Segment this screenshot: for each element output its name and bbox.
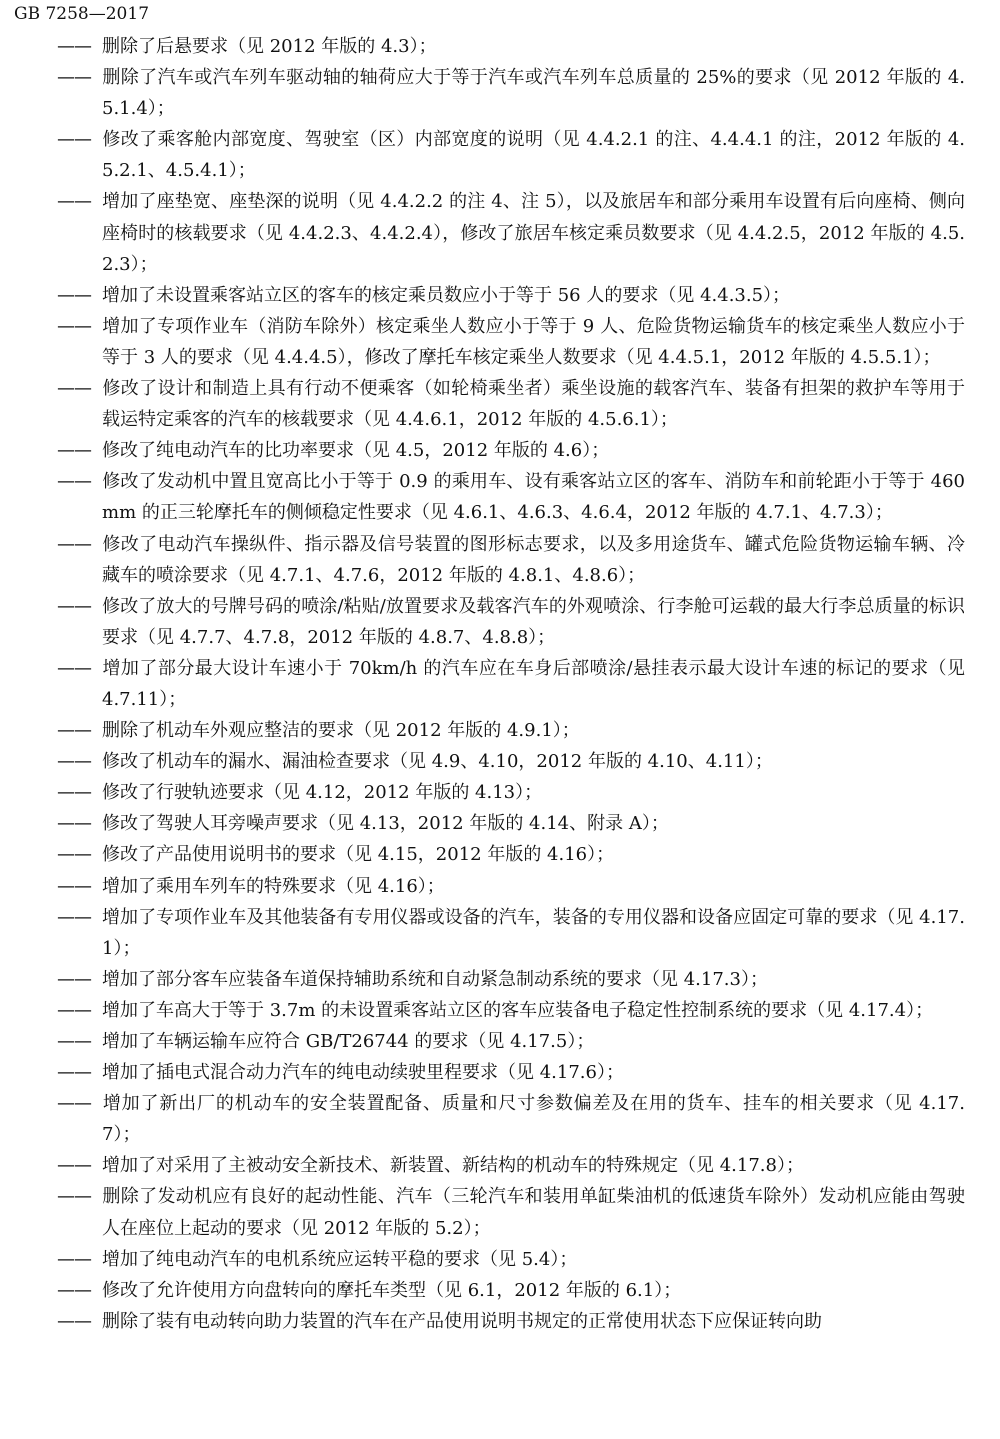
change-item-text: 删除了发动机应有良好的起动性能、汽车（三轮汽车和装用单缸柴油机的低速货车除外）发动机应能由驾驶人在座位上起动的要求（见 2012 年版的 5.2）； (102, 1186, 965, 1239)
em-dash-bullet: —— (57, 378, 91, 400)
change-item-text: 修改了乘客舱内部宽度、驾驶室（区）内部宽度的说明（见 4.4.2.1 的注、4.4.4.1 的注，2012 年版的 4.5.2.1、4.5.4.1）； (102, 129, 965, 182)
em-dash-bullet: —— (57, 1248, 91, 1270)
change-list-item (57, 311, 965, 373)
change-list-item (57, 715, 965, 746)
change-item-text: 增加了插电式混合动力汽车的纯电动续驶里程要求（见 4.17.6）； (102, 1062, 624, 1084)
em-dash-bullet: —— (57, 1155, 91, 1177)
em-dash-bullet: —— (57, 1310, 91, 1332)
change-item-text: 增加了未设置乘客站立区的客车的核定乘员数应小于等于 56 人的要求（见 4.4.3.5）； (102, 284, 791, 306)
em-dash-bullet: —— (57, 595, 91, 617)
change-item-text: 增加了部分客车应装备车道保持辅助系统和自动紧急制动系统的要求（见 4.17.3）； (102, 968, 768, 990)
change-item-text: 修改了放大的号牌号码的喷涂/粘贴/放置要求及载客汽车的外观喷涂、行李舱可运载的最大行李总质量的标识要求（见 4.7.7、4.7.8，2012 年版的 4.8.7、4.8.8）； (102, 595, 965, 648)
change-item-text: 修改了电动汽车操纵件、指示器及信号装置的图形标志要求，以及多用途货车、罐式危险货物运输车辆、冷藏车的喷涂要求（见 4.7.1、4.7.6，2012 年版的 4.8.1、4.8.6）； (102, 533, 965, 586)
change-list-item (57, 466, 965, 528)
change-item-text: 修改了设计和制造上具有行动不便乘客（如轮椅乘坐者）乘坐设施的载客汽车、装备有担架的救护车等用于载运特定乘客的汽车的核载要求（见 4.4.6.1，2012 年版的 4.5.6.1）； (102, 378, 965, 431)
em-dash-bullet: —— (57, 875, 91, 897)
change-item-text: 修改了发动机中置且宽高比小于等于 0.9 的乘用车、设有乘客站立区的客车、消防车和前轮距小于等于 460mm 的正三轮摩托车的侧倾稳定性要求（见 4.6.1、4.6.3、4.6.4，2012 年版的 4.7.1、4.7.3）； (102, 471, 965, 524)
change-item-text: 增加了部分最大设计车速小于 70km/h 的汽车应在车身后部喷涂/悬挂表示最大设计车速的标记的要求（见 4.7.11）； (102, 657, 965, 710)
revision-change-list (57, 31, 965, 1337)
em-dash-bullet: —— (57, 1186, 91, 1208)
em-dash-bullet: —— (57, 533, 91, 555)
change-list-item (57, 62, 965, 124)
change-list-item (57, 1088, 965, 1150)
em-dash-bullet: —— (57, 1062, 91, 1084)
change-list-item (57, 902, 965, 964)
change-item-text: 删除了后悬要求（见 2012 年版的 4.3）； (102, 36, 437, 57)
change-list-item (57, 124, 965, 186)
change-list-item (57, 1026, 965, 1057)
em-dash-bullet: —— (57, 315, 91, 337)
change-item-text: 修改了纯电动汽车的比功率要求（见 4.5，2012 年版的 4.6）； (102, 440, 610, 462)
em-dash-bullet: —— (57, 813, 91, 835)
change-list-item (57, 839, 965, 870)
change-item-text: 修改了允许使用方向盘转向的摩托车类型（见 6.1，2012 年版的 6.1）； (102, 1279, 682, 1301)
change-list-item (57, 280, 965, 311)
em-dash-bullet: —— (57, 782, 91, 804)
em-dash-bullet: —— (57, 751, 91, 773)
em-dash-bullet: —— (57, 36, 91, 57)
change-item-text: 修改了机动车的漏水、漏油检查要求（见 4.9、4.10，2012 年版的 4.10、4.11）； (102, 751, 773, 773)
change-list-item (57, 995, 965, 1026)
change-list-item (57, 1150, 965, 1181)
change-list-item (57, 529, 965, 591)
change-list-item (57, 373, 965, 435)
em-dash-bullet: —— (57, 968, 91, 990)
change-item-text: 增加了乘用车列车的特殊要求（见 4.16）； (102, 875, 445, 897)
em-dash-bullet: —— (57, 999, 91, 1021)
change-item-text: 修改了驾驶人耳旁噪声要求（见 4.13，2012 年版的 4.14、附录 A）； (102, 813, 669, 835)
change-item-text: 增加了车辆运输车应符合 GB/T26744 的要求（见 4.17.5）； (102, 1031, 595, 1052)
em-dash-bullet: —— (57, 1031, 91, 1052)
change-item-text: 增加了新出厂的机动车的安全装置配备、质量和尺寸参数偏差及在用的货车、挂车的相关要求（见 4.17.7）； (102, 1093, 965, 1146)
change-list-item (57, 808, 965, 839)
change-item-text: 增加了专项作业车及其他装备有专用仪器或设备的汽车，装备的专用仪器和设备应固定可靠的要求（见 4.17.1）； (102, 906, 965, 959)
em-dash-bullet: —— (57, 1279, 91, 1301)
standard-number-header: GB 7258—2017 (14, 4, 150, 24)
change-item-text: 删除了机动车外观应整洁的要求（见 2012 年版的 4.9.1）； (102, 720, 580, 742)
em-dash-bullet: —— (57, 471, 91, 493)
change-list-item (57, 1275, 965, 1306)
change-list-item (57, 1244, 965, 1275)
change-item-text: 修改了产品使用说明书的要求（见 4.15，2012 年版的 4.16）； (102, 844, 615, 866)
em-dash-bullet: —— (57, 191, 91, 213)
change-list-item (57, 435, 965, 466)
change-item-text: 增加了车高大于等于 3.7m 的未设置乘客站立区的客车应装备电子稳定性控制系统的要求（见 4.17.4）； (102, 999, 934, 1021)
change-list-item (57, 1306, 965, 1337)
change-list-item (57, 964, 965, 995)
em-dash-bullet: —— (57, 906, 91, 928)
em-dash-bullet: —— (57, 67, 91, 89)
change-item-text: 删除了装有电动转向助力装置的汽车在产品使用说明书规定的正常使用状态下应保证转向助 (102, 1310, 822, 1332)
em-dash-bullet: —— (57, 129, 91, 151)
change-item-text: 增加了对采用了主被动安全新技术、新装置、新结构的机动车的特殊规定（见 4.17.8）； (102, 1155, 804, 1177)
change-item-text: 修改了行驶轨迹要求（见 4.12，2012 年版的 4.13）； (102, 782, 543, 804)
change-list-item (57, 653, 965, 715)
change-list-item (57, 777, 965, 808)
change-list-item (57, 591, 965, 653)
em-dash-bullet: —— (57, 844, 91, 866)
em-dash-bullet: —— (57, 720, 91, 742)
change-list-item (57, 31, 965, 62)
change-list-item (57, 1181, 965, 1243)
change-list-item (57, 186, 965, 279)
change-list-item (57, 1057, 965, 1088)
em-dash-bullet: —— (57, 1093, 91, 1115)
change-item-text: 增加了专项作业车（消防车除外）核定乘坐人数应小于等于 9 人、危险货物运输货车的核定乘坐人数应小于等于 3 人的要求（见 4.4.4.5），修改了摩托车核定乘坐人数要求（见 4.4.5.1，2012 年版的 4.5.5.1）； (102, 315, 965, 368)
em-dash-bullet: —— (57, 440, 91, 462)
change-list-item (57, 746, 965, 777)
em-dash-bullet: —— (57, 657, 91, 679)
change-item-text: 增加了座垫宽、座垫深的说明（见 4.4.2.2 的注 4、注 5），以及旅居车和部分乘用车设置有后向座椅、侧向座椅时的核载要求（见 4.4.2.3、4.4.2.4），修改了旅居车核定乘员数要求（见 4.4.2.5，2012 年版的 4.5.2.3）； (102, 191, 965, 275)
change-list-item (57, 871, 965, 902)
change-item-text: 增加了纯电动汽车的电机系统应运转平稳的要求（见 5.4）； (102, 1248, 578, 1270)
em-dash-bullet: —— (57, 284, 91, 306)
change-item-text: 删除了汽车或汽车列车驱动轴的轴荷应大于等于汽车或汽车列车总质量的 25%的要求（见 2012 年版的 4.5.1.4）； (102, 67, 965, 120)
